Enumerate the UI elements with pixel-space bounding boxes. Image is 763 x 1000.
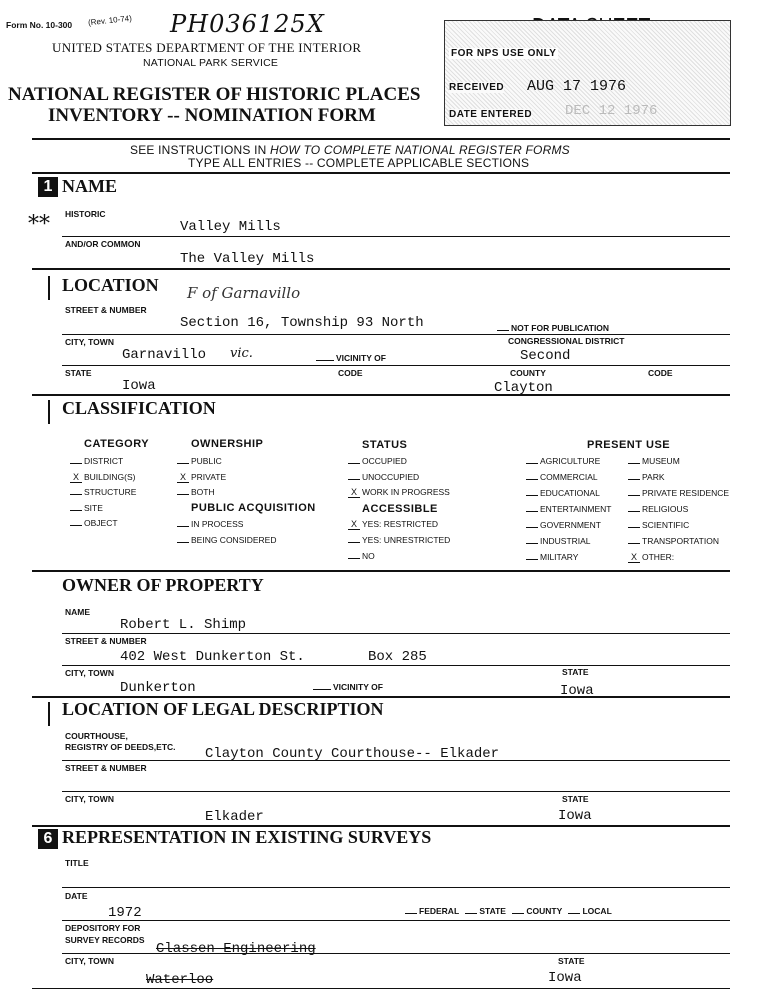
checkbox-row[interactable] bbox=[526, 552, 578, 562]
checkbox[interactable] bbox=[70, 525, 82, 526]
survey-level-options bbox=[405, 906, 612, 916]
checkbox[interactable] bbox=[177, 463, 189, 464]
checkbox-label: OTHER: bbox=[642, 552, 675, 562]
checkbox-row[interactable] bbox=[628, 552, 674, 563]
checkbox-label: YES: RESTRICTED bbox=[362, 519, 439, 529]
checkbox[interactable] bbox=[177, 542, 189, 543]
checkbox-not-for-publication[interactable] bbox=[497, 330, 509, 331]
checkbox[interactable] bbox=[628, 527, 640, 528]
depository-label-1: DEPOSITORY FOR bbox=[65, 923, 141, 933]
location-county-value: Clayton bbox=[494, 380, 553, 396]
section-number-1: 1 bbox=[38, 177, 58, 197]
checkbox[interactable] bbox=[177, 494, 189, 495]
checkbox-row[interactable] bbox=[526, 488, 600, 498]
divider bbox=[32, 394, 730, 396]
status-header: STATUS bbox=[362, 439, 408, 451]
checkbox-row[interactable] bbox=[348, 456, 407, 466]
divider bbox=[32, 138, 730, 140]
location-county-label: COUNTY bbox=[510, 368, 546, 378]
state-option-label: STATE bbox=[479, 906, 506, 916]
checkbox[interactable] bbox=[70, 463, 82, 464]
field-line bbox=[62, 953, 730, 954]
checkbox[interactable] bbox=[70, 494, 82, 495]
checkbox-row[interactable] bbox=[628, 456, 680, 466]
margin-mark: ** bbox=[28, 212, 50, 237]
checkbox-label: DISTRICT bbox=[84, 456, 124, 466]
present-use-header: PRESENT USE bbox=[587, 439, 671, 451]
checkbox[interactable] bbox=[348, 463, 360, 464]
received-date: AUG 17 1976 bbox=[527, 78, 627, 95]
legal-city-value: Elkader bbox=[205, 809, 264, 825]
checkbox[interactable] bbox=[526, 463, 538, 464]
location-code2-label: CODE bbox=[648, 368, 673, 378]
checkbox-label: NO bbox=[362, 551, 375, 561]
owner-state-label: STATE bbox=[562, 667, 589, 677]
section-number-6: 6 bbox=[38, 829, 58, 849]
checkbox-label: ENTERTAINMENT bbox=[540, 504, 612, 514]
divider bbox=[32, 570, 730, 572]
margin-bar bbox=[48, 702, 50, 726]
checkbox-label: STRUCTURE bbox=[84, 487, 137, 497]
survey-title-label: TITLE bbox=[65, 858, 89, 868]
location-city-value: Garnavillo bbox=[122, 347, 207, 363]
checkbox[interactable] bbox=[628, 479, 640, 480]
checkbox-row[interactable] bbox=[526, 504, 611, 514]
checkbox-row[interactable] bbox=[348, 487, 450, 498]
checkbox-row[interactable] bbox=[628, 504, 688, 514]
checkbox-vicinity[interactable] bbox=[316, 360, 334, 361]
checkbox[interactable] bbox=[628, 543, 640, 544]
checkbox-label: PRIVATE bbox=[191, 471, 227, 482]
section-title-owner: OWNER OF PROPERTY bbox=[62, 575, 264, 595]
margin-bar bbox=[48, 276, 50, 300]
checkbox[interactable] bbox=[348, 542, 360, 543]
divider bbox=[32, 696, 730, 698]
checkbox-label: SCIENTIFIC bbox=[642, 520, 690, 530]
owner-street-value: 402 West Dunkerton St. bbox=[120, 649, 305, 665]
owner-city-label: CITY, TOWN bbox=[65, 668, 114, 678]
checkbox-local[interactable] bbox=[568, 913, 580, 914]
owner-name-label: NAME bbox=[65, 607, 91, 617]
legal-state-label: STATE bbox=[562, 794, 589, 804]
field-line bbox=[62, 236, 730, 237]
location-state-label: STATE bbox=[65, 368, 92, 378]
instructions-line2: TYPE ALL ENTRIES -- COMPLETE APPLICABLE SECTIONS bbox=[188, 156, 530, 170]
survey-state-value: Iowa bbox=[548, 970, 582, 986]
ownership-header: OWNERSHIP bbox=[191, 438, 264, 450]
form-revision: (Rev. 10-74) bbox=[87, 13, 133, 28]
checkbox-federal[interactable] bbox=[405, 913, 417, 914]
common-label: AND/OR COMMON bbox=[65, 239, 141, 249]
congress-label: CONGRESSIONAL DISTRICT bbox=[508, 336, 625, 346]
checkbox[interactable] bbox=[526, 495, 538, 496]
checkbox-label: OBJECT bbox=[84, 518, 118, 528]
checkbox-label: INDUSTRIAL bbox=[540, 536, 591, 546]
county-label: COUNTY bbox=[526, 906, 563, 916]
checkbox-row[interactable] bbox=[526, 456, 600, 466]
section-title-legal-description: LOCATION OF LEGAL DESCRIPTION bbox=[62, 699, 384, 719]
handwritten-id: PH036125X bbox=[170, 10, 325, 38]
checkbox-row[interactable] bbox=[628, 488, 729, 498]
checkbox-label: COMMERCIAL bbox=[540, 472, 598, 482]
checkbox-label: EDUCATIONAL bbox=[540, 488, 600, 498]
checkbox[interactable]: X bbox=[177, 473, 189, 483]
depository-label-2: SURVEY RECORDS bbox=[65, 935, 145, 945]
location-code-label: CODE bbox=[338, 368, 363, 378]
owner-city-value: Dunkerton bbox=[120, 680, 196, 696]
checkbox-row[interactable] bbox=[628, 472, 665, 482]
service-name: NATIONAL PARK SERVICE bbox=[143, 57, 279, 69]
checkbox[interactable] bbox=[526, 527, 538, 528]
checkbox-label: PARK bbox=[642, 472, 665, 482]
federal-label: FEDERAL bbox=[419, 906, 459, 916]
checkbox[interactable] bbox=[348, 479, 360, 480]
field-line bbox=[32, 988, 730, 989]
historic-value: Valley Mills bbox=[180, 219, 281, 235]
checkbox[interactable] bbox=[526, 559, 538, 560]
form-number: Form No. 10-300 bbox=[6, 20, 73, 30]
checkbox-row[interactable] bbox=[177, 472, 226, 483]
instructions-italic: HOW TO COMPLETE NATIONAL REGISTER FORMS bbox=[270, 143, 570, 157]
checkbox-label: BEING CONSIDERED bbox=[191, 535, 277, 545]
checkbox-label: AGRICULTURE bbox=[540, 456, 601, 466]
checkbox-row[interactable] bbox=[628, 520, 689, 530]
field-line bbox=[62, 760, 730, 761]
section-title-classification: CLASSIFICATION bbox=[62, 398, 216, 418]
field-line bbox=[62, 334, 730, 335]
checkbox-row[interactable] bbox=[177, 456, 222, 466]
location-street-label: STREET & NUMBER bbox=[65, 305, 147, 315]
checkbox-label: GOVERNMENT bbox=[540, 520, 601, 530]
instructions-line1 bbox=[130, 143, 570, 157]
divider bbox=[32, 172, 730, 174]
checkbox-county[interactable] bbox=[512, 913, 524, 914]
checkbox-row[interactable] bbox=[70, 518, 118, 528]
checkbox-row[interactable] bbox=[70, 472, 135, 483]
checkbox-label: SITE bbox=[84, 502, 103, 513]
checkbox-row[interactable] bbox=[348, 472, 419, 482]
location-city-handwritten: vic. bbox=[230, 346, 253, 361]
form-title-line1: NATIONAL REGISTER OF HISTORIC PLACES bbox=[8, 84, 421, 105]
survey-date-label: DATE bbox=[65, 891, 88, 901]
checkbox-label: UNOCCUPIED bbox=[362, 471, 420, 482]
checkbox-label: MILITARY bbox=[540, 552, 579, 562]
owner-box-value: Box 285 bbox=[368, 649, 427, 665]
location-state-value: Iowa bbox=[122, 378, 156, 394]
checkbox-row[interactable] bbox=[70, 487, 136, 497]
location-city-label: CITY, TOWN bbox=[65, 337, 114, 347]
checkbox-row[interactable] bbox=[177, 519, 243, 529]
local-label: LOCAL bbox=[582, 906, 612, 916]
checkbox[interactable] bbox=[628, 495, 640, 496]
not-for-publication-label: NOT FOR PUBLICATION bbox=[511, 323, 610, 333]
owner-state-value: Iowa bbox=[560, 683, 594, 699]
checkbox-row[interactable] bbox=[177, 535, 277, 545]
congress-value: Second bbox=[520, 348, 571, 364]
checkbox-row[interactable] bbox=[348, 551, 375, 561]
checkbox-label: OCCUPIED bbox=[362, 456, 407, 466]
checkbox-state[interactable] bbox=[465, 913, 477, 914]
vicinity-label: VICINITY OF bbox=[336, 353, 386, 363]
checkbox[interactable] bbox=[526, 479, 538, 480]
checkbox[interactable] bbox=[348, 558, 360, 559]
section-title-location: LOCATION bbox=[62, 275, 159, 295]
checkbox[interactable] bbox=[526, 511, 538, 512]
checkbox-label: BUILDING(S) bbox=[84, 471, 136, 482]
survey-state-label: STATE bbox=[558, 956, 585, 966]
common-value: The Valley Mills bbox=[180, 251, 315, 267]
checkbox[interactable]: X bbox=[348, 488, 360, 498]
not-for-publication bbox=[497, 323, 609, 333]
checkbox[interactable]: X bbox=[628, 553, 640, 563]
checkbox[interactable] bbox=[70, 510, 82, 511]
checkbox-row[interactable] bbox=[526, 472, 598, 482]
depository-value: Classen Engineering bbox=[156, 941, 316, 957]
checkbox-row[interactable] bbox=[348, 535, 450, 545]
legal-state-value: Iowa bbox=[558, 808, 592, 824]
survey-city-value: Waterloo bbox=[146, 972, 214, 988]
instructions-prefix: SEE INSTRUCTIONS IN bbox=[130, 143, 271, 157]
section-title-name: NAME bbox=[62, 176, 117, 196]
checkbox-row[interactable] bbox=[348, 519, 438, 530]
checkbox-row[interactable] bbox=[628, 536, 719, 546]
survey-city-label: CITY, TOWN bbox=[65, 956, 114, 966]
historic-label: HISTORIC bbox=[65, 209, 106, 219]
checkbox-row[interactable] bbox=[526, 536, 591, 546]
department-name: UNITED STATES DEPARTMENT OF THE INTERIOR bbox=[52, 40, 362, 55]
owner-vicinity-label: VICINITY OF bbox=[333, 682, 383, 692]
checkbox-row[interactable] bbox=[70, 503, 103, 513]
date-entered-value: DEC 12 1976 bbox=[565, 103, 658, 119]
courthouse-label-1: COURTHOUSE, bbox=[65, 731, 128, 741]
checkbox-label: YES: UNRESTRICTED bbox=[362, 535, 451, 545]
handwritten-location-note: F of Garnavillo bbox=[187, 284, 301, 302]
checkbox-row[interactable] bbox=[177, 487, 215, 497]
divider bbox=[32, 268, 730, 270]
category-header: CATEGORY bbox=[84, 438, 150, 450]
checkbox[interactable] bbox=[628, 511, 640, 512]
nps-use-box bbox=[444, 20, 731, 126]
courthouse-label-2: REGISTRY OF DEEDS,ETC. bbox=[65, 742, 176, 752]
checkbox-label: MUSEUM bbox=[642, 456, 680, 466]
checkbox-label: WORK IN PROGRESS bbox=[362, 487, 450, 497]
field-line bbox=[62, 791, 730, 792]
checkbox[interactable]: X bbox=[70, 473, 82, 483]
checkbox[interactable] bbox=[526, 543, 538, 544]
checkbox[interactable] bbox=[628, 463, 640, 464]
checkbox-label: IN PROCESS bbox=[191, 519, 244, 529]
checkbox-label: RELIGIOUS bbox=[642, 504, 689, 514]
legal-street-label: STREET & NUMBER bbox=[65, 763, 147, 773]
field-line bbox=[62, 633, 730, 634]
checkbox-label: BOTH bbox=[191, 487, 215, 497]
nps-label: FOR NPS USE ONLY bbox=[451, 48, 557, 59]
field-line bbox=[62, 365, 730, 366]
checkbox-label: PRIVATE RESIDENCE bbox=[642, 488, 730, 498]
date-entered-label: DATE ENTERED bbox=[449, 109, 533, 120]
owner-name-value: Robert L. Shimp bbox=[120, 617, 247, 633]
checkbox[interactable]: X bbox=[348, 520, 360, 530]
checkbox-row[interactable] bbox=[70, 456, 123, 466]
survey-date-value: 1972 bbox=[108, 905, 142, 921]
form-title-line2: INVENTORY -- NOMINATION FORM bbox=[48, 105, 376, 126]
checkbox-owner-vicinity[interactable] bbox=[313, 689, 331, 690]
courthouse-value: Clayton County Courthouse-- Elkader bbox=[205, 746, 500, 762]
checkbox-row[interactable] bbox=[526, 520, 601, 530]
location-vicinity bbox=[316, 353, 386, 363]
accessible-header: ACCESSIBLE bbox=[362, 503, 438, 515]
acquisition-header: PUBLIC ACQUISITION bbox=[191, 502, 316, 514]
margin-bar bbox=[48, 400, 50, 424]
field-line bbox=[62, 920, 730, 921]
field-line bbox=[62, 665, 730, 666]
received-label: RECEIVED bbox=[449, 82, 505, 93]
location-street-value: Section 16, Township 93 North bbox=[180, 315, 424, 331]
legal-city-label: CITY, TOWN bbox=[65, 794, 114, 804]
section-title-surveys: REPRESENTATION IN EXISTING SURVEYS bbox=[62, 827, 432, 847]
owner-street-label: STREET & NUMBER bbox=[65, 636, 147, 646]
field-line bbox=[62, 887, 730, 888]
checkbox-label: PUBLIC bbox=[191, 456, 222, 466]
owner-vicinity bbox=[313, 682, 383, 692]
checkbox[interactable] bbox=[177, 526, 189, 527]
checkbox-label: TRANSPORTATION bbox=[642, 536, 719, 546]
